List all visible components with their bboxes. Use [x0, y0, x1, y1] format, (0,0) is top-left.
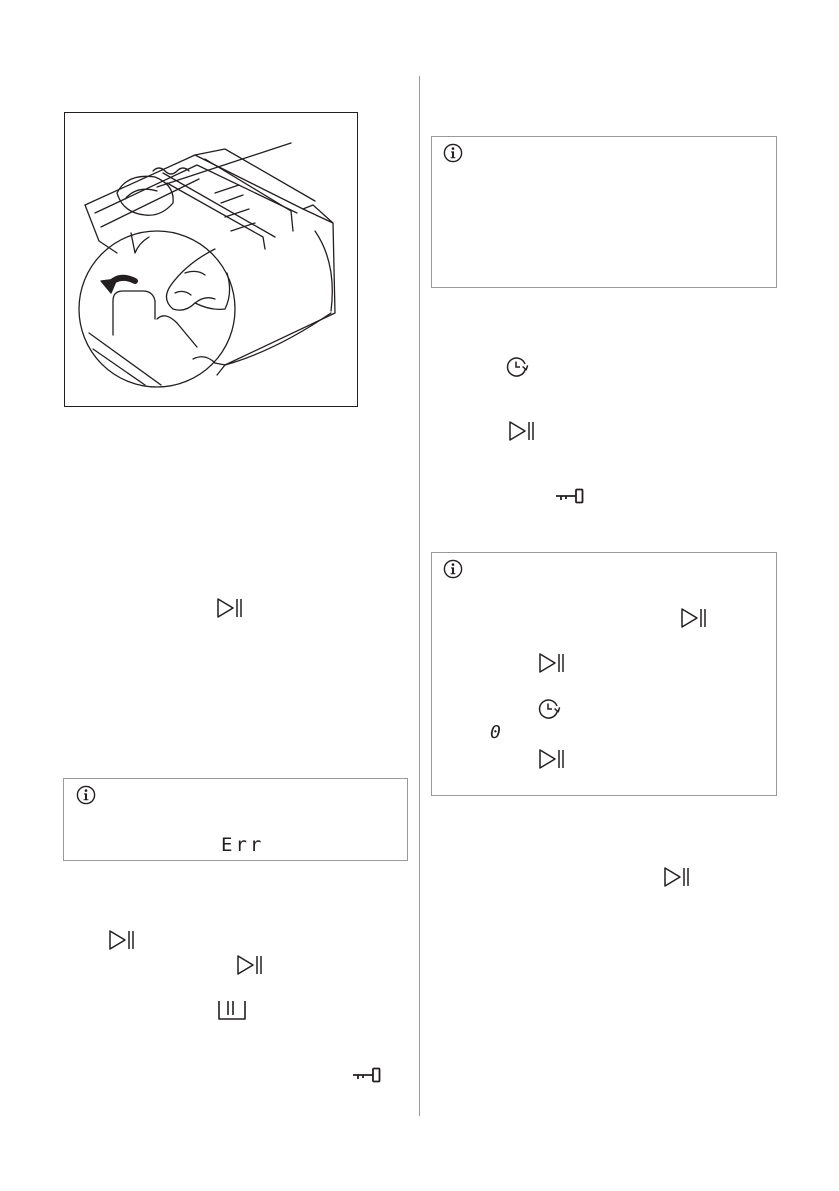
note-box-info-delay: [431, 552, 777, 796]
info-icon: [76, 785, 96, 805]
detergent-drawer-icon: [217, 998, 247, 1022]
note-box-info-top: [431, 136, 777, 288]
info-icon: [443, 559, 463, 579]
start-pause-icon: [680, 607, 708, 631]
column-divider: [419, 76, 420, 1116]
start-pause-icon: [663, 866, 691, 890]
info-icon: [443, 143, 463, 163]
display-zero: 0: [490, 722, 501, 743]
start-pause-icon: [236, 954, 264, 978]
dispenser-drawing: [65, 113, 357, 406]
start-pause-icon: [538, 652, 566, 676]
start-pause-icon: [108, 929, 136, 953]
start-pause-icon: [216, 597, 244, 621]
detergent-dispenser-flap-illustration: [64, 112, 358, 407]
note-box-error: [63, 778, 408, 861]
start-pause-icon: [508, 420, 536, 444]
child-lock-key-icon: [352, 1066, 382, 1084]
delay-start-icon: [505, 355, 529, 379]
display-error-code: Err: [221, 834, 265, 856]
start-pause-icon: [538, 748, 566, 772]
child-lock-key-icon: [555, 487, 585, 505]
delay-start-icon: [537, 697, 561, 721]
